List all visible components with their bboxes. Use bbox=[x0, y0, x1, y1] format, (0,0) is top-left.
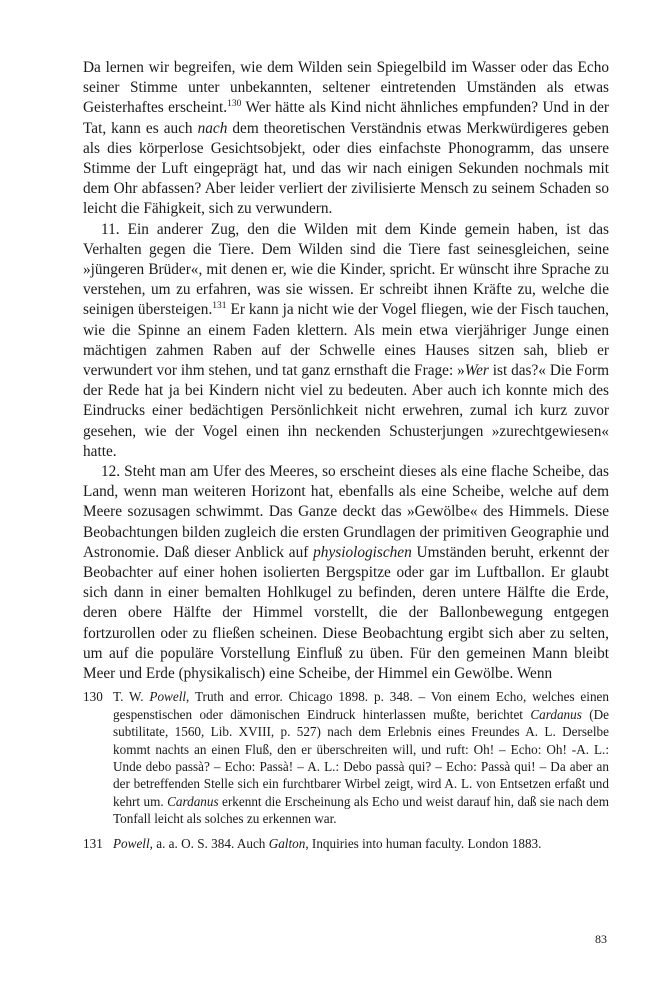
book-page bbox=[83, 58, 609, 859]
text-run: , a. a. O. S. 384. Auch bbox=[149, 835, 269, 851]
text-run: Er kann ja nicht wie der Vogel fliegen, wie der Fisch tauchen, wie die Spinne an einem Faden klettern. Als mein etwa vierjähriger Junge einen mächtigen zahmen Raben auf der Schwelle eines Hauses sitzen sah, blieb er verwundert vor ihm stehen, und tat ganz ernsthaft die Frage: » bbox=[83, 301, 610, 380]
text-run: Da lernen wir begreifen, wie dem Wilden sein Spiegelbild im Wasser oder das Echo seiner Stimme unter unbekannten, seltener eintretenden Umständen als etwas Geisterhaftes erscheint. bbox=[83, 59, 609, 117]
footnote-number: 130 bbox=[83, 689, 103, 705]
text-run: (De subtilitate, 1560, Lib. XVIII, p. 527) nach dem Erlebnis eines Freundes A. L. Derselbe kommt nachts an einen Fluß, den er überschreiten will, und ruft: Oh! – Echo: Oh! -A. L.: Unde debo passà? – Echo: Passà! – A. L.: Debo passà qui? – Echo: Passà qui! – Da aber an der betreffenden Stelle sich ein furchtbarer Wirbel zeigt, wird A. L. von Entsetzen erfaßt und kehrt um. bbox=[113, 706, 609, 809]
italic-text: Powell bbox=[149, 689, 187, 705]
text-run: 12. Steht man am Ufer des Meeres, so erscheint dieses als eine flache Scheibe, das Land, wenn man weiteren Horizont hat, ebenfalls als eine Scheibe, welche auf dem Meere sozusagen schwimmt. Das Ganze deckt das »Gewölbe« des Himmels. Diese Beobachtungen bilden zugleich die ersten Grundlagen der primitiven Geographie und Astronomie. Daß dieser Anblick auf bbox=[83, 463, 609, 561]
text-run: 11. Ein anderer Zug, den die Wilden mit dem Kinde gemein haben, ist das Verhalten gegen die Tiere. Dem Wilden sind die Tiere fast seinesgleichen, seine »jüngeren Brüder«, mit denen er, wie die Kinder, spricht. Er wünscht ihre Sprache zu verstehen, um zu erfahren, was sie wissen. Er schreibt ihnen Kräfte zu, welche die seinigen übersteigen. bbox=[83, 220, 609, 319]
text-run: Wer hätte als Kind nicht ähnliches empfunden? Und in der Tat, kann es auch bbox=[83, 99, 610, 137]
text-run: erkennt die Erscheinung als Echo und weist darauf hin, daß sie nach dem Tonfall leicht als solches zu erkennen war. bbox=[113, 793, 609, 827]
text-run: , Truth and error. Chicago 1898. p. 348. – Von einem Echo, welches einen gespenstischen oder dämonischen Eindruck hinterlassen mußte, berichtet bbox=[113, 689, 609, 722]
footnote-text bbox=[113, 835, 609, 852]
footnote bbox=[83, 688, 609, 827]
footnote-number: 131 bbox=[83, 835, 103, 851]
paragraph bbox=[83, 58, 609, 220]
italic-text: nach bbox=[197, 119, 228, 137]
italic-text: Cardanus bbox=[167, 793, 219, 809]
text-run: , Inquiries into human faculty. London 1883. bbox=[305, 835, 542, 851]
italic-text: Wer bbox=[464, 362, 489, 380]
footnote-reference: 131 bbox=[212, 301, 227, 312]
italic-text: physiologischen bbox=[313, 543, 412, 561]
italic-text: Powell bbox=[113, 835, 150, 851]
body-text bbox=[83, 58, 609, 684]
paragraph bbox=[83, 220, 609, 462]
text-run: dem theoretischen Verständnis etwas Merkwürdigeres geben als dies körperlose Gesichtsobjekt, oder dies einfachste Phonogramm, das unsere Stimme der Luft eingeprägt hat, und das wir nach einigen Sekunden nochmals mit dem Ohr abfassen? Aber leider verliert der zivilisierte Mensch zu seinem Schaden so leicht die Fähigkeit, sich zu verwundern. bbox=[83, 119, 609, 218]
text-run: ist das?« Die Form der Rede hat ja bei Kindern nicht viel zu bedeuten. Aber auch ich konnte mich des Eindrucks einer bedächtigen Persönlichkeit nicht erwehren, zumal ich kurz zuvor gesehen, wie der Vogel einen ihn neckenden Schusterjungen »zurechtgewiesen« hatte. bbox=[83, 362, 609, 460]
footnote-reference: 130 bbox=[227, 99, 242, 110]
text-run: T. W. bbox=[113, 689, 150, 705]
text-run: Umständen beruht, erkennt der Beobachter auf einer hohen isolierten Bergspitze oder gar im Luftballon. Er glaubt sich dann in einer bemalten Hohlkugel zu befinden, deren untere Hälfte die Erde, deren obere Hälfte der Himmel vorstellt, die der Ballonbewegung entgegen fortzurollen oder zu fließen scheinen. Diese Beobachtung ergibt sich aber zu selten, um auf die populäre Vorstellung Einfluß zu üben. Für den gemeinen Mann bleibt Meer und Erde (physikalisch) eine Scheibe, der Himmel ein Gewölbe. Wenn bbox=[83, 543, 609, 683]
footnote-text bbox=[113, 688, 609, 827]
paragraph bbox=[83, 462, 609, 684]
italic-text: Galton bbox=[268, 835, 306, 851]
page-number: 83 bbox=[595, 932, 607, 946]
footnotes bbox=[83, 688, 609, 852]
italic-text: Cardanus bbox=[530, 706, 582, 722]
footnote bbox=[83, 835, 609, 852]
